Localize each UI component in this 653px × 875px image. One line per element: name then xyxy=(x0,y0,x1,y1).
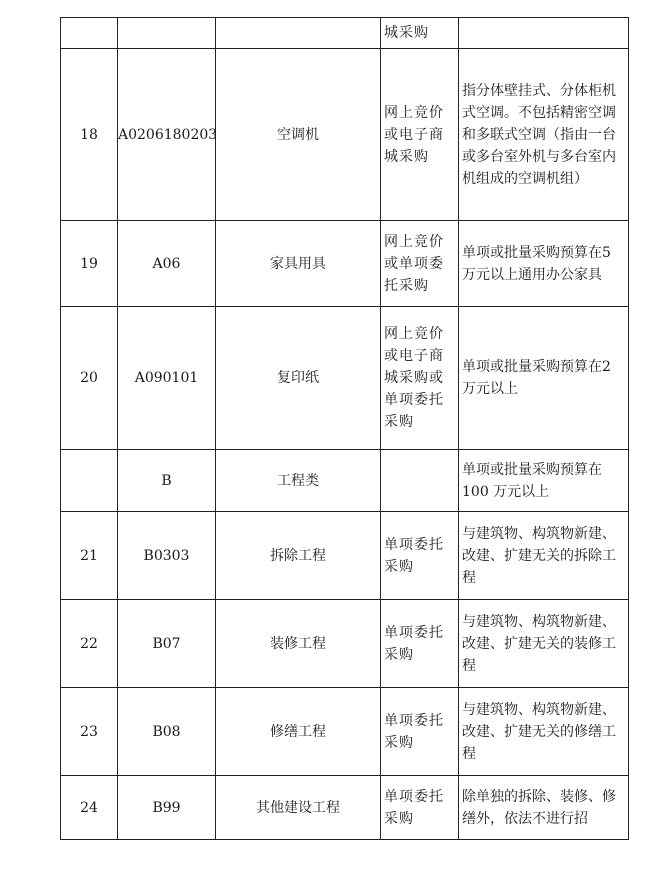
row-number: 19 xyxy=(61,221,118,307)
item-code: A06 xyxy=(118,221,216,307)
item-code: A090101 xyxy=(118,307,216,450)
table-row xyxy=(61,49,629,221)
table-row xyxy=(61,512,629,600)
item-name xyxy=(216,18,381,49)
item-name: 装修工程 xyxy=(216,600,381,688)
item-name: 工程类 xyxy=(216,450,381,512)
procurement-method: 单项委托采购 xyxy=(381,512,459,600)
item-description xyxy=(459,18,629,49)
table-row xyxy=(61,688,629,776)
item-name: 空调机 xyxy=(216,49,381,221)
table-row xyxy=(61,307,629,450)
row-number: 18 xyxy=(61,49,118,221)
item-description: 单项或批量采购预算在5 万元以上通用办公家具 xyxy=(459,221,629,307)
item-code: A0206180203 xyxy=(118,49,216,221)
item-name: 家具用具 xyxy=(216,221,381,307)
item-name: 拆除工程 xyxy=(216,512,381,600)
item-code: B0303 xyxy=(118,512,216,600)
item-description: 除单独的拆除、装修、修缮外，依法不进行招 xyxy=(459,776,629,840)
table-row xyxy=(61,776,629,840)
procurement-method: 城采购 xyxy=(381,18,459,49)
row-number xyxy=(61,18,118,49)
item-code: B07 xyxy=(118,600,216,688)
row-number: 21 xyxy=(61,512,118,600)
row-number: 23 xyxy=(61,688,118,776)
table-row xyxy=(61,18,629,49)
table-row xyxy=(61,450,629,512)
procurement-method: 网上竞价或电子商城采购或单项委托采购 xyxy=(381,307,459,450)
procurement-method: 单项委托采购 xyxy=(381,600,459,688)
procurement-method: 网上竞价或单项委托采购 xyxy=(381,221,459,307)
table-row xyxy=(61,600,629,688)
item-description: 与建筑物、构筑物新建、改建、扩建无关的装修工程 xyxy=(459,600,629,688)
table-row xyxy=(61,221,629,307)
row-number: 22 xyxy=(61,600,118,688)
item-description: 单项或批量采购预算在2 万元以上 xyxy=(459,307,629,450)
procurement-method: 单项委托采购 xyxy=(381,776,459,840)
row-number: 20 xyxy=(61,307,118,450)
item-code xyxy=(118,18,216,49)
item-name: 复印纸 xyxy=(216,307,381,450)
item-name: 修缮工程 xyxy=(216,688,381,776)
row-number: 24 xyxy=(61,776,118,840)
procurement-table xyxy=(60,17,629,840)
item-description: 单项或批量采购预算在100 万元以上 xyxy=(459,450,629,512)
item-description: 指分体壁挂式、分体柜机式空调。不包括精密空调和多联式空调（指由一台或多台室外机与多台室内机组成的空调机组） xyxy=(459,49,629,221)
row-number xyxy=(61,450,118,512)
item-name: 其他建设工程 xyxy=(216,776,381,840)
procurement-method: 单项委托采购 xyxy=(381,688,459,776)
procurement-method: 网上竞价或电子商城采购 xyxy=(381,49,459,221)
procurement-method xyxy=(381,450,459,512)
item-code: B08 xyxy=(118,688,216,776)
item-code: B xyxy=(118,450,216,512)
item-description: 与建筑物、构筑物新建、改建、扩建无关的修缮工程 xyxy=(459,688,629,776)
item-description: 与建筑物、构筑物新建、改建、扩建无关的拆除工程 xyxy=(459,512,629,600)
item-code: B99 xyxy=(118,776,216,840)
